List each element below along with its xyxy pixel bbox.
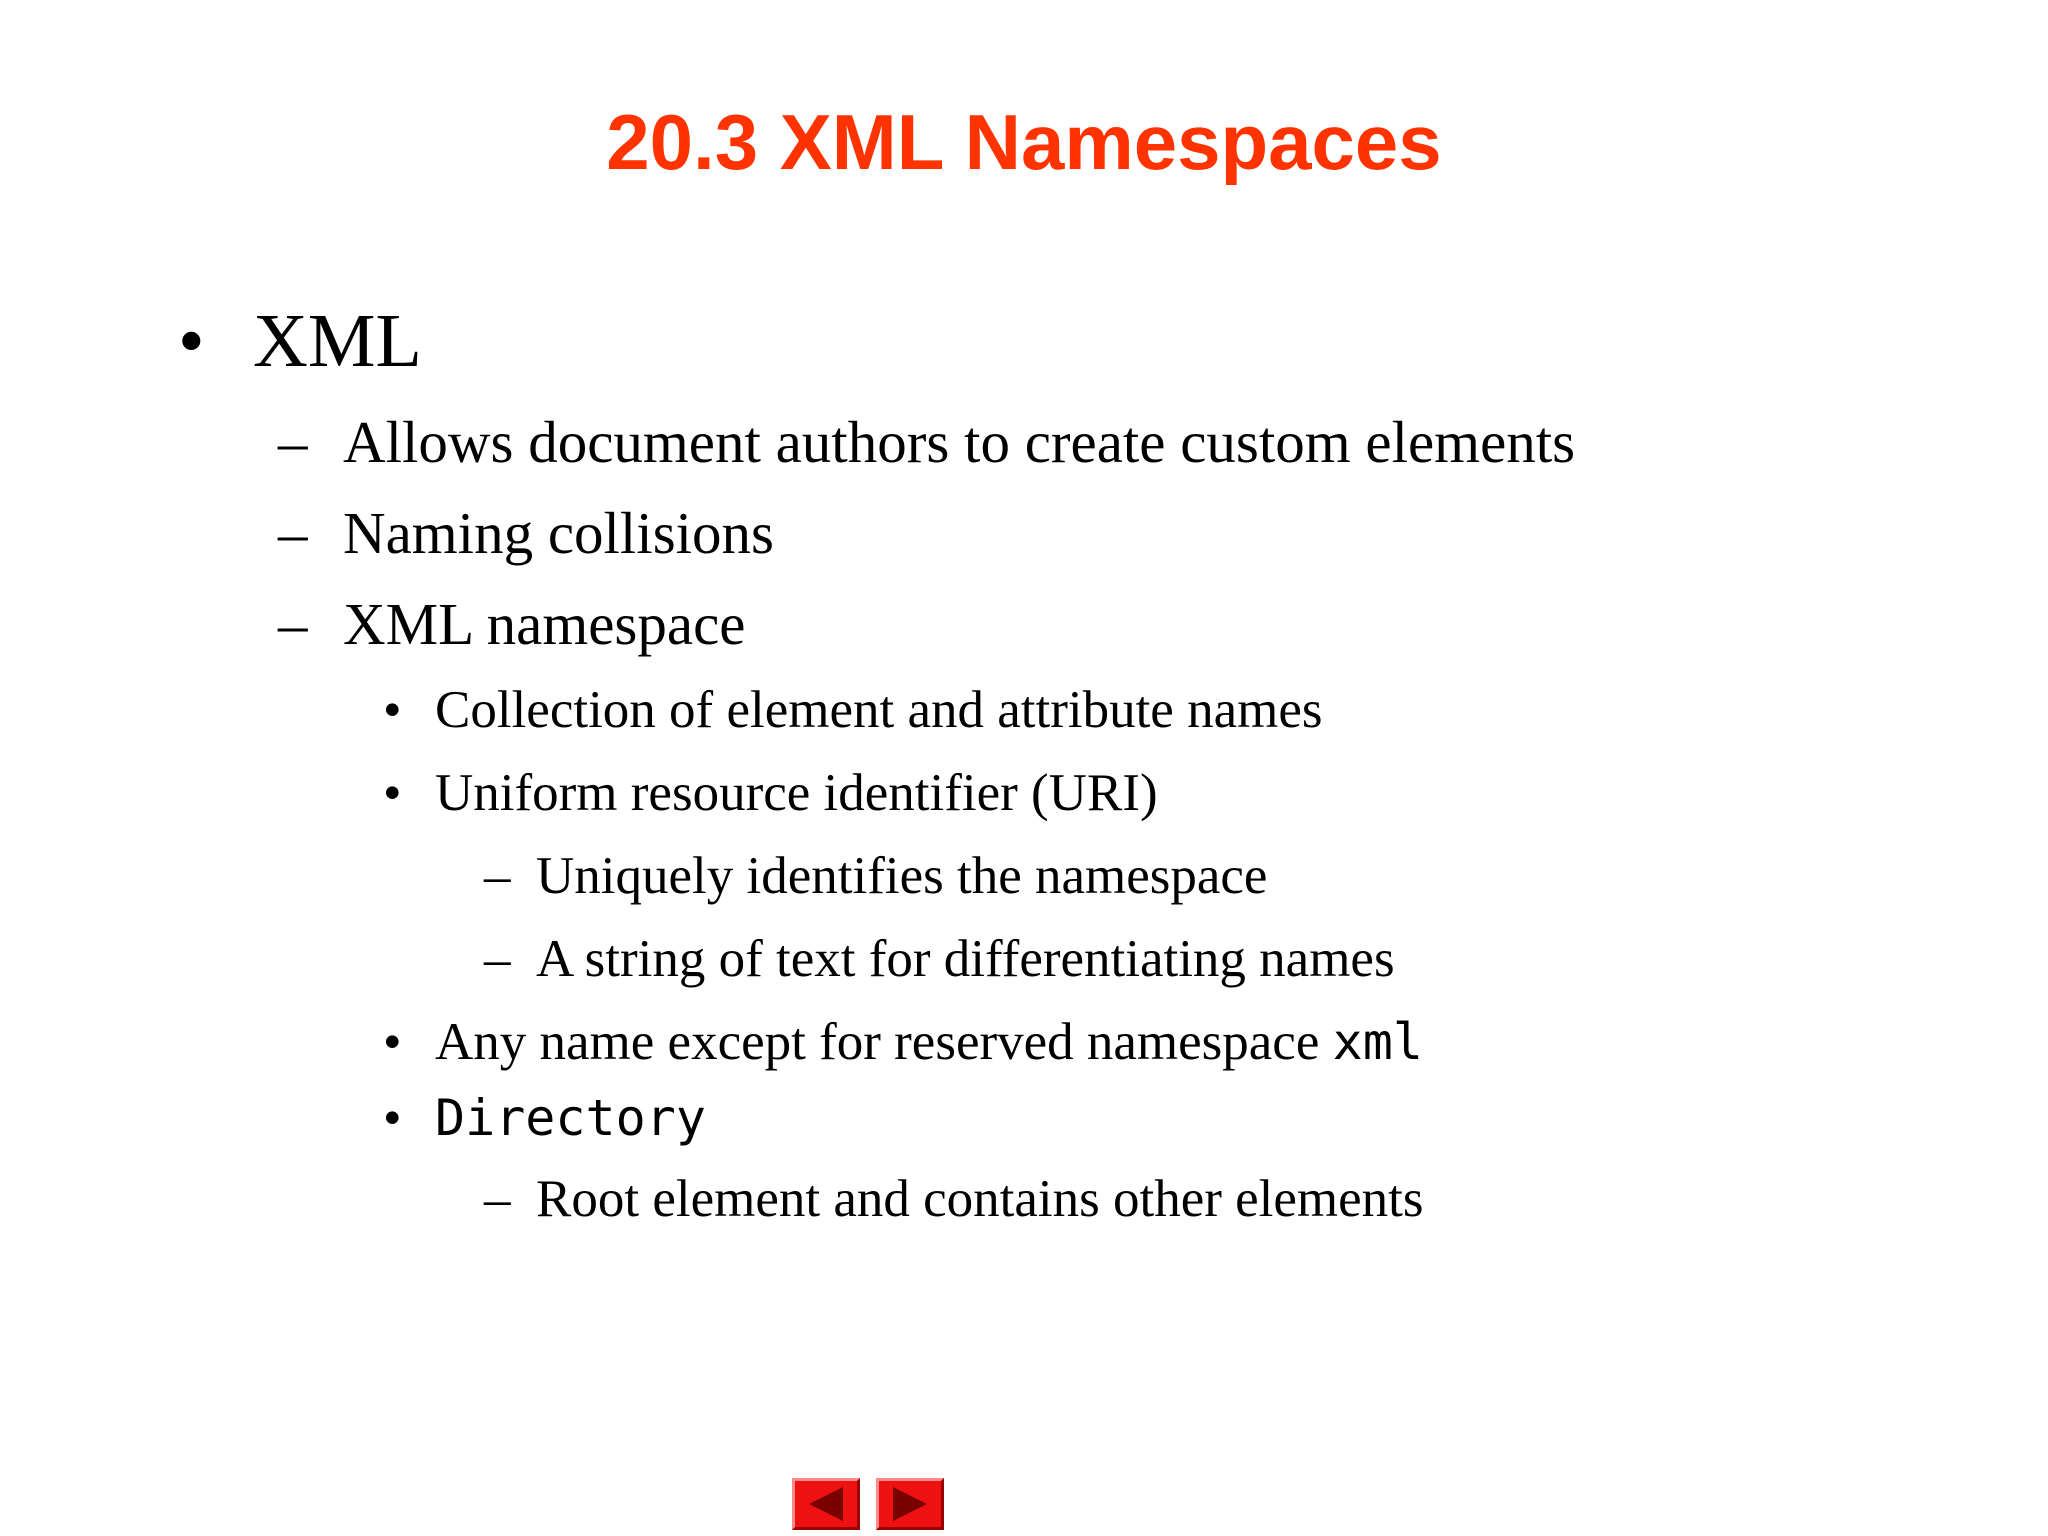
triangle-left-icon (795, 1481, 857, 1527)
dash-marker: – (484, 847, 511, 905)
bullet-text: XML (253, 299, 422, 383)
bullet-marker: • (383, 681, 402, 739)
next-slide-button[interactable] (876, 1478, 944, 1530)
bullet-content (435, 1009, 1423, 1075)
bullet-text: A string of text for differentiating names (536, 930, 1395, 988)
bullet-marker: • (178, 299, 205, 383)
bullet-text: Any name except for reserved namespace (435, 1013, 1333, 1071)
bullet-marker: • (383, 1089, 402, 1147)
bullet-text: Root element and contains other elements (536, 1170, 1424, 1228)
bullet-text: Uniquely identifies the namespace (536, 847, 1268, 905)
slide-title: 20.3 XML Namespaces (606, 98, 1442, 186)
dash-marker: – (278, 409, 308, 475)
code-directory: Directory (435, 1089, 706, 1147)
dash-marker: – (278, 591, 308, 657)
previous-slide-button[interactable] (792, 1478, 860, 1530)
triangle-right-icon (879, 1481, 941, 1527)
bullet-text: Allows document authors to create custom elements (343, 409, 1576, 475)
bullet-marker: • (383, 1013, 402, 1071)
bullet-text: Uniform resource identifier (URI) (435, 764, 1158, 822)
bullet-marker: • (383, 764, 402, 822)
bullet-text: Collection of element and attribute names (435, 681, 1323, 739)
dash-marker: – (278, 500, 308, 566)
code-xml: xml (1332, 1013, 1423, 1071)
bullet-text: Naming collisions (343, 500, 775, 566)
dash-marker: – (484, 1170, 511, 1228)
bullet-text: XML namespace (343, 591, 746, 657)
dash-marker: – (484, 930, 511, 988)
